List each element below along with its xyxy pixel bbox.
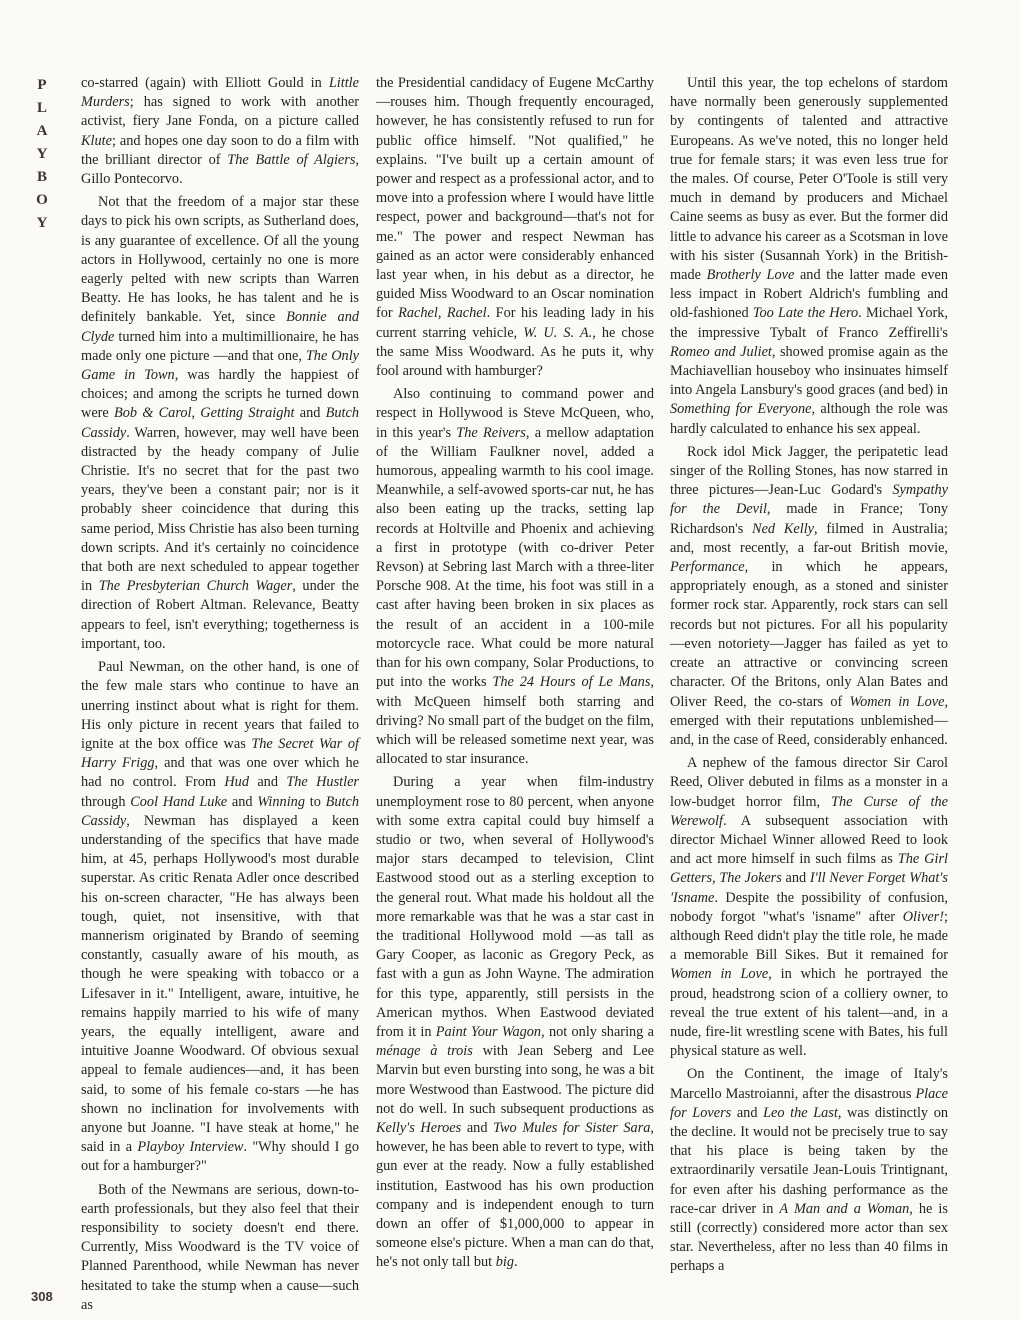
- text-run: through: [81, 793, 131, 810]
- text-run: with Jean Seberg and Lee Marvin but even bursting into song, he was a bit more Westwood than Eastwood. The picture did not do well. In such subsequent productions as: [376, 1043, 655, 1117]
- text-run: . Michael York, the impressive Tybalt of Franco Zeffirelli's: [670, 305, 948, 341]
- text-run: , with McQueen himself both starring and driving? No small part of the budget on the film, which will be released sometime next year, was allocated to star insurance.: [376, 674, 654, 768]
- text-run: Rock idol Mick Jagger, the peripatetic lead singer of the Rolling Stones, has now starred in three pictures—Jean-Luc Godard's: [670, 443, 948, 499]
- text-run: and: [781, 870, 810, 887]
- article-paragraph: [376, 385, 654, 769]
- text-run: , emerged with their reputations unblemished—and, in the case of Reed, considerably enhanced.: [670, 693, 949, 748]
- text-run: Paul Newman, on the other hand, is one of the few male stars who continue to have an unerring instinct about what is right for them. His only picture in recent years that failed to ignite at the box office was: [81, 659, 359, 752]
- text-run: , a mellow adaptation of the William Faulkner novel, added a humorous, appealing warmth to his cool image. Meanwhile, a self-avowed sports-car nut, he has also been eating up the tracks, setting lap records at Holtville and Phoenix and achieving a first in prototype (with co-driver Peter Revson) at Sebring last March with a three-liter Porsche 908. At the time, his foot was still in a cast after having been broken in six places as the result of an accident in a 100-mile motorcycle race. What could be more natural than for his own company, Solar Productions, to put into the works: [376, 424, 654, 691]
- text-run: ,: [712, 870, 720, 887]
- article-paragraph: [376, 773, 654, 1272]
- text-run: Both of the Newmans are serious, down-to-earth professionals, but they also feel that their responsibility to society doesn't end there. Currently, Miss Woodward is the TV voice of Planned Parenthood, while Newman has never hesitated to take the stump when a cause—such as: [81, 1181, 359, 1313]
- title-italic: The Secret War of Harry Frigg: [81, 735, 360, 772]
- text-run: and the latter made even less impact in Robert Aldrich's fumbling and old-fashioned: [670, 267, 948, 322]
- title-italic: The Reivers: [456, 424, 526, 441]
- text-run: , showed promise again as the Machiavellian houseboy who insinuates himself into Angela Lansbury's good graces (and bed) in: [670, 343, 948, 399]
- text-run: ; and hopes one day soon to do a film with the brilliant director of: [81, 132, 359, 168]
- title-italic: Leo the Last: [763, 1104, 838, 1121]
- title-italic: Two Mules for Sister Sara: [493, 1119, 651, 1136]
- title-italic: Oliver!: [902, 908, 945, 925]
- title-italic: Too Late the Hero: [752, 305, 859, 322]
- article-paragraph: [376, 74, 654, 381]
- text-run: and: [461, 1119, 494, 1136]
- title-italic: Rachel, Rachel: [398, 305, 487, 322]
- title-italic: Little Murders: [81, 75, 359, 111]
- magazine-name-letter: Y: [36, 146, 48, 162]
- title-italic: Playboy Interview: [137, 1139, 244, 1156]
- title-italic: ménage à trois: [376, 1043, 473, 1060]
- title-italic: Paint Your Wagon: [435, 1023, 542, 1040]
- article-paragraph: [670, 754, 948, 1061]
- article-paragraph: [670, 1065, 948, 1276]
- title-italic: Klute: [81, 132, 112, 149]
- text-run: , made in France; Tony Richardson's: [670, 501, 948, 537]
- text-run: .: [514, 1254, 518, 1271]
- title-italic: Romeo and Juliet: [670, 343, 772, 360]
- magazine-name-letter: B: [36, 169, 47, 185]
- magazine-name-letter: O: [36, 192, 48, 208]
- title-italic: Winning: [257, 793, 305, 810]
- title-italic: Women in Love: [849, 693, 945, 710]
- article-column-1: [81, 74, 359, 1315]
- text-run: , Gillo Pontecorvo.: [81, 151, 359, 188]
- title-italic: I'll Never Forget What's 'Isname: [670, 870, 948, 906]
- page-number: 308: [31, 1289, 53, 1304]
- text-run: During a year when film-industry unemployment rose to 80 percent, when anyone with some extra capital could buy himself a studio or two, when several of Hollywood's major stars decamped to television, Clint Eastwood stood out as a sterling exception to the general rout. What made his holdout all the more remarkable was that he was a star cast in the traditional Hollywood mold —as tall as Gary Cooper, as laconic as Gregory Peck, as fast with a gun as John Wayne. The admiration for this type, apparently, still persists in the American mythos. When Eastwood deviated from it in: [376, 774, 654, 1040]
- text-run: A nephew of the famous director Sir Carol Reed, Oliver debuted in films as a monster in a low-budget horror film,: [670, 755, 948, 810]
- title-italic: Brotherly Love: [706, 267, 795, 284]
- text-run: the Presidential candidacy of Eugene McCarthy—rouses him. Though frequently encouraged, however, he has consistently refused to run for public office himself. "Not qualified," he explains. "I've built up a certain amount of power and respect as a professional actor, and to move into a profession where I would have little respect, power and background—that's not for me." The power and respect Newman has gained as an actor were considerably enhanced last year when, in his debut as a director, he guided Miss Woodward to an Oscar nomination for: [376, 75, 654, 322]
- title-italic: W. U. S. A.: [523, 324, 593, 341]
- title-italic: Place for Lovers: [670, 1085, 948, 1121]
- text-run: ; has signed to work with another activist, fiery Jane Fonda, on a picture called: [81, 94, 359, 130]
- title-italic: Women in Love: [670, 966, 769, 983]
- text-run: . Warren, however, may well have been distracted by the heady company of Julie Christie. It's no secret that for the past two years, they've been a constant pair; nor is it probably sheer coincidence that during this same period, Miss Christie has also been turning down scripts. And it's certainly no coincidence that both are next scheduled to appear together in: [81, 424, 359, 595]
- text-run: and: [294, 405, 326, 422]
- text-run: and: [731, 1104, 764, 1121]
- title-italic: A Man and a Woman: [779, 1200, 910, 1217]
- text-run: , under the direction of Robert Altman. Relevance, Beatty appears to feel, isn't everything; togetherness is important, too.: [81, 578, 360, 652]
- text-run: and: [248, 774, 287, 791]
- article-column-3: [670, 74, 948, 1277]
- text-run: . A subsequent association with director Michael Winner allowed Reed to look and act more himself in such films as: [670, 812, 948, 868]
- text-run: , in which he appears, appropriately enough, as a stoned and sinister former rock star. Apparently, rock stars can sell records but not pictures. For all his popularity —even notoriety—Jagger has failed as yet to create an attractive or convincing screen character. Of the Britons, only Alan Bates and Oliver Reed, the co-stars of: [670, 559, 948, 710]
- title-italic: The Presbyterian Church Wager: [98, 578, 293, 595]
- title-italic: Hud: [224, 774, 249, 791]
- article-paragraph: [81, 658, 359, 1176]
- article-paragraph: [670, 74, 948, 439]
- text-run: ; although Reed didn't play the title role, he made a memorable Bill Sikes. But it remained for: [670, 908, 948, 964]
- title-italic: The Battle of Algiers: [227, 151, 356, 168]
- text-run: , although the role was hardly calculated to enhance his sex appeal.: [670, 401, 948, 437]
- title-italic: Performance: [670, 559, 745, 576]
- text-run: , was hardly the happiest of choices; and among the scripts he turned down were: [81, 367, 359, 422]
- text-run: ,: [191, 405, 201, 422]
- title-italic: Butch Cassidy: [81, 793, 359, 829]
- magazine-name-letter: A: [36, 123, 48, 139]
- title-italic: Butch Cassidy: [81, 405, 359, 441]
- text-run: , Newman has displayed a keen understanding of the specifics that have made him, at 45, perhaps Hollywood's most durable superstar. As critic Renata Adler once described his on-screen character, "He has always been tough, quiet, not insensitive, with that mannerism originated by Brando of seeming constantly, casually aware of his mouth, as though he were speaking with tobacco or a Lifesaver in it." Intelligent, aware, intuitive, he remains happily married to his wife of many years, the equally intelligent, aware and intuitive Joanne Woodward. Of obvious sexual appeal to female audiences—and, it has been said, to some of his female co-stars —he has shown no inclination for involvements with anyone but Joanne. "I have steak at home," he said in a: [81, 812, 359, 1156]
- title-italic: Ned Kelly: [752, 520, 815, 537]
- article-paragraph: [81, 74, 359, 189]
- text-run: Also continuing to command power and respect in Hollywood is Steve McQueen, who, in this year's: [376, 386, 654, 441]
- text-run: . For his leading lady in his current starring vehicle,: [376, 305, 654, 341]
- title-italic: The Jokers: [719, 870, 782, 887]
- title-italic: Bob & Carol: [114, 405, 192, 422]
- text-run: Not that the freedom of a major star these days to pick his own scripts, as Sutherland does, is any guarantee of excellence. Of all the young actors in Hollywood, certainly no one is more eagerly pelted with new scripts than Warren Beatty. He has looks, he has talent and he is definitely bankable. Yet, since: [81, 194, 359, 326]
- title-italic: Getting Straight: [200, 405, 295, 422]
- article-paragraph: [81, 193, 359, 654]
- text-run: co-starred (again) with Elliott Gould in: [81, 75, 329, 91]
- title-italic: Bonnie and Clyde: [81, 309, 359, 345]
- text-run: turned him into a multimillionaire, he has made only one picture —and that one,: [81, 328, 359, 364]
- text-run: . Despite the possibility of confusion, nobody forgot "what's 'isname" after: [670, 889, 948, 925]
- article-paragraph: [670, 443, 948, 750]
- article-paragraph: [81, 1181, 359, 1315]
- text-run: to: [304, 793, 326, 810]
- title-italic: The Girl Getters: [670, 851, 948, 887]
- title-italic: The 24 Hours of Le Mans: [492, 674, 651, 691]
- title-italic: Kelly's Heroes: [376, 1119, 462, 1136]
- title-italic: Something for Everyone: [670, 401, 812, 418]
- text-run: and: [227, 793, 258, 810]
- magazine-name-letter: P: [37, 77, 47, 93]
- text-run: . "Why should I go out for a hamburger?": [81, 1139, 359, 1175]
- magazine-name-letter: Y: [36, 215, 48, 231]
- text-run: On the Continent, the image of Italy's Marcello Mastroianni, after the disastrous: [670, 1066, 948, 1102]
- text-run: Until this year, the top echelons of stardom have normally been generously supplemented by contingents of talented and attractive Europeans. As we've noted, this no longer held true for female stars; it was even less true for the males. Of course, Peter O'Toole is still very much in demand by producers and Michael Caine seems as busy as ever. But the former did little to advance his career as a Scotsman in love with his sister (Susannah York) in the British-made: [670, 75, 948, 284]
- text-run: , filmed in Australia; and, most recently, a far-out British movie,: [670, 520, 949, 556]
- magazine-name-letter: L: [36, 100, 47, 116]
- title-italic: The Hustler: [286, 774, 359, 791]
- text-run: , was distinctly on the decline. It would not be precisely true to say that his place is being taken by the extraordinarily versatile Jean-Louis Trintignant, for even after his dashing performance as the race-car driver in: [670, 1104, 948, 1217]
- text-run: , however, he has been able to revert to type, with gun ever at the ready. Now a fully established institution, Eastwood has his own production company and is independent enough to turn down an offer of $1,000,000 to appear in someone else's picture. When a man can do that, he's not only tall but: [376, 1119, 654, 1271]
- text-run: , he is still (correctly) considered more actor than sex star. Nevertheless, after no less than 40 films in perhaps a: [670, 1200, 948, 1275]
- text-run: , he chose the same Miss Woodward. As he puts it, why fool around with hamburger?: [376, 324, 654, 380]
- text-run: , and that was one over which he had no control. From: [81, 755, 359, 791]
- title-italic: big: [495, 1254, 515, 1271]
- text-run: , in which he portrayed the proud, headstrong scion of a colliery owner, to reveal the true extent of his talent—and, in a nude, fire-lit wrestling scene with Bates, his full physical stature as well.: [670, 966, 948, 1060]
- magazine-name: [31, 74, 53, 235]
- title-italic: Sympathy for the Devil: [670, 482, 948, 518]
- title-italic: The Curse of the Werewolf: [670, 793, 948, 829]
- article-column-2: [376, 74, 654, 1273]
- title-italic: Cool Hand Luke: [130, 793, 228, 810]
- title-italic: The Only Game in Town: [81, 347, 360, 384]
- text-run: , not only sharing a: [541, 1023, 654, 1040]
